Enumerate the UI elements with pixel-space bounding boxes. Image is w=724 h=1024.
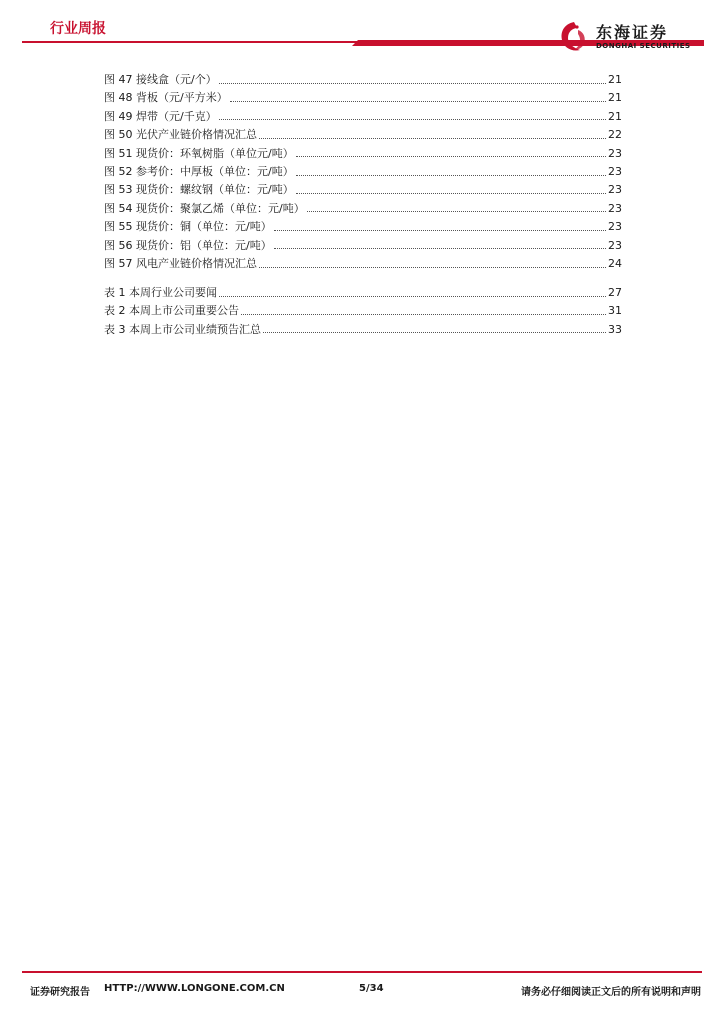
toc-entry[interactable] xyxy=(104,126,622,144)
toc-entry[interactable] xyxy=(104,200,622,218)
table-index xyxy=(104,284,622,339)
logo-english-text: DONGHAI SECURITIES xyxy=(596,42,691,50)
toc-entry[interactable] xyxy=(104,163,622,181)
report-type-label: 行业周报 xyxy=(50,21,106,37)
footer-report-type: 证券研究报告 xyxy=(30,987,90,998)
leader-dots xyxy=(241,314,606,315)
toc-entry-label: 图 49 焊带（元/千克） xyxy=(104,109,217,123)
figure-index xyxy=(104,71,622,273)
toc-entry-label: 图 51 现货价：环氧树脂（单位元/吨） xyxy=(104,146,294,160)
leader-dots xyxy=(219,83,606,84)
leader-dots xyxy=(259,267,606,268)
toc-entry-label: 表 3 本周上市公司业绩预告汇总 xyxy=(104,322,261,336)
toc-entry-label: 图 50 光伏产业链价格情况汇总 xyxy=(104,128,257,142)
leader-dots xyxy=(307,211,606,212)
toc-entry-page: 23 xyxy=(608,183,622,197)
footer-disclaimer: 请务必仔细阅读正文后的所有说明和声明 xyxy=(521,987,701,998)
toc-entry[interactable] xyxy=(104,284,622,302)
leader-dots xyxy=(219,296,606,297)
toc-entry-label: 图 55 现货价：铜（单位：元/吨） xyxy=(104,220,272,234)
toc-entry[interactable] xyxy=(104,108,622,126)
footer-website-link[interactable]: HTTP://WWW.LONGONE.COM.CN xyxy=(104,983,285,994)
toc-entry[interactable] xyxy=(104,218,622,236)
toc-entry-label: 图 48 背板（元/平方米） xyxy=(104,91,228,105)
toc-entry-page: 31 xyxy=(608,304,622,318)
toc-entry[interactable] xyxy=(104,71,622,89)
toc-entry[interactable] xyxy=(104,237,622,255)
leader-dots xyxy=(263,332,606,333)
toc-entry[interactable] xyxy=(104,181,622,199)
logo-chinese-text: 东海证券 xyxy=(596,23,669,42)
toc-entry[interactable] xyxy=(104,302,622,320)
leader-dots xyxy=(296,175,606,176)
dragon-logo-icon xyxy=(556,18,592,58)
toc-entry-label: 图 47 接线盒（元/个） xyxy=(104,73,217,86)
leader-dots xyxy=(230,101,606,102)
toc-entry-page: 21 xyxy=(608,73,622,86)
toc-entry[interactable] xyxy=(104,321,622,339)
toc-entry-label: 表 1 本周行业公司要闻 xyxy=(104,286,217,299)
page-number: 5/34 xyxy=(359,983,384,994)
toc-entry-page: 23 xyxy=(608,220,622,234)
toc-entry-label: 表 2 本周上市公司重要公告 xyxy=(104,304,239,318)
toc-entry[interactable] xyxy=(104,145,622,163)
toc-entry-label: 图 54 现货价：聚氯乙烯（单位：元/吨） xyxy=(104,201,305,215)
toc-entry[interactable] xyxy=(104,255,622,273)
leader-dots xyxy=(274,248,606,249)
toc-entry-label: 图 52 参考价：中厚板（单位：元/吨） xyxy=(104,164,294,178)
leader-dots xyxy=(296,156,606,157)
toc-entry-page: 23 xyxy=(608,201,622,215)
toc-entry-label: 图 57 风电产业链价格情况汇总 xyxy=(104,256,257,270)
toc-entry-page: 33 xyxy=(608,322,622,336)
header-divider xyxy=(22,41,362,43)
toc-entry-page: 24 xyxy=(608,256,622,270)
toc-entry-page: 21 xyxy=(608,91,622,105)
leader-dots xyxy=(296,193,606,194)
footer-divider xyxy=(22,971,702,973)
toc-entry-label: 图 53 现货价：螺纹钢（单位：元/吨） xyxy=(104,183,294,197)
toc-entry-page: 22 xyxy=(608,128,622,142)
leader-dots xyxy=(259,138,606,139)
leader-dots xyxy=(219,119,606,120)
toc-entry[interactable] xyxy=(104,89,622,107)
toc-entry-page: 23 xyxy=(608,146,622,160)
toc-entry-page: 27 xyxy=(608,286,622,299)
toc-entry-label: 图 56 现货价：铝（单位：元/吨） xyxy=(104,238,272,252)
leader-dots xyxy=(274,230,606,231)
toc-entry-page: 23 xyxy=(608,164,622,178)
toc-entry-page: 23 xyxy=(608,238,622,252)
company-logo xyxy=(556,18,706,58)
toc-entry-page: 21 xyxy=(608,109,622,123)
